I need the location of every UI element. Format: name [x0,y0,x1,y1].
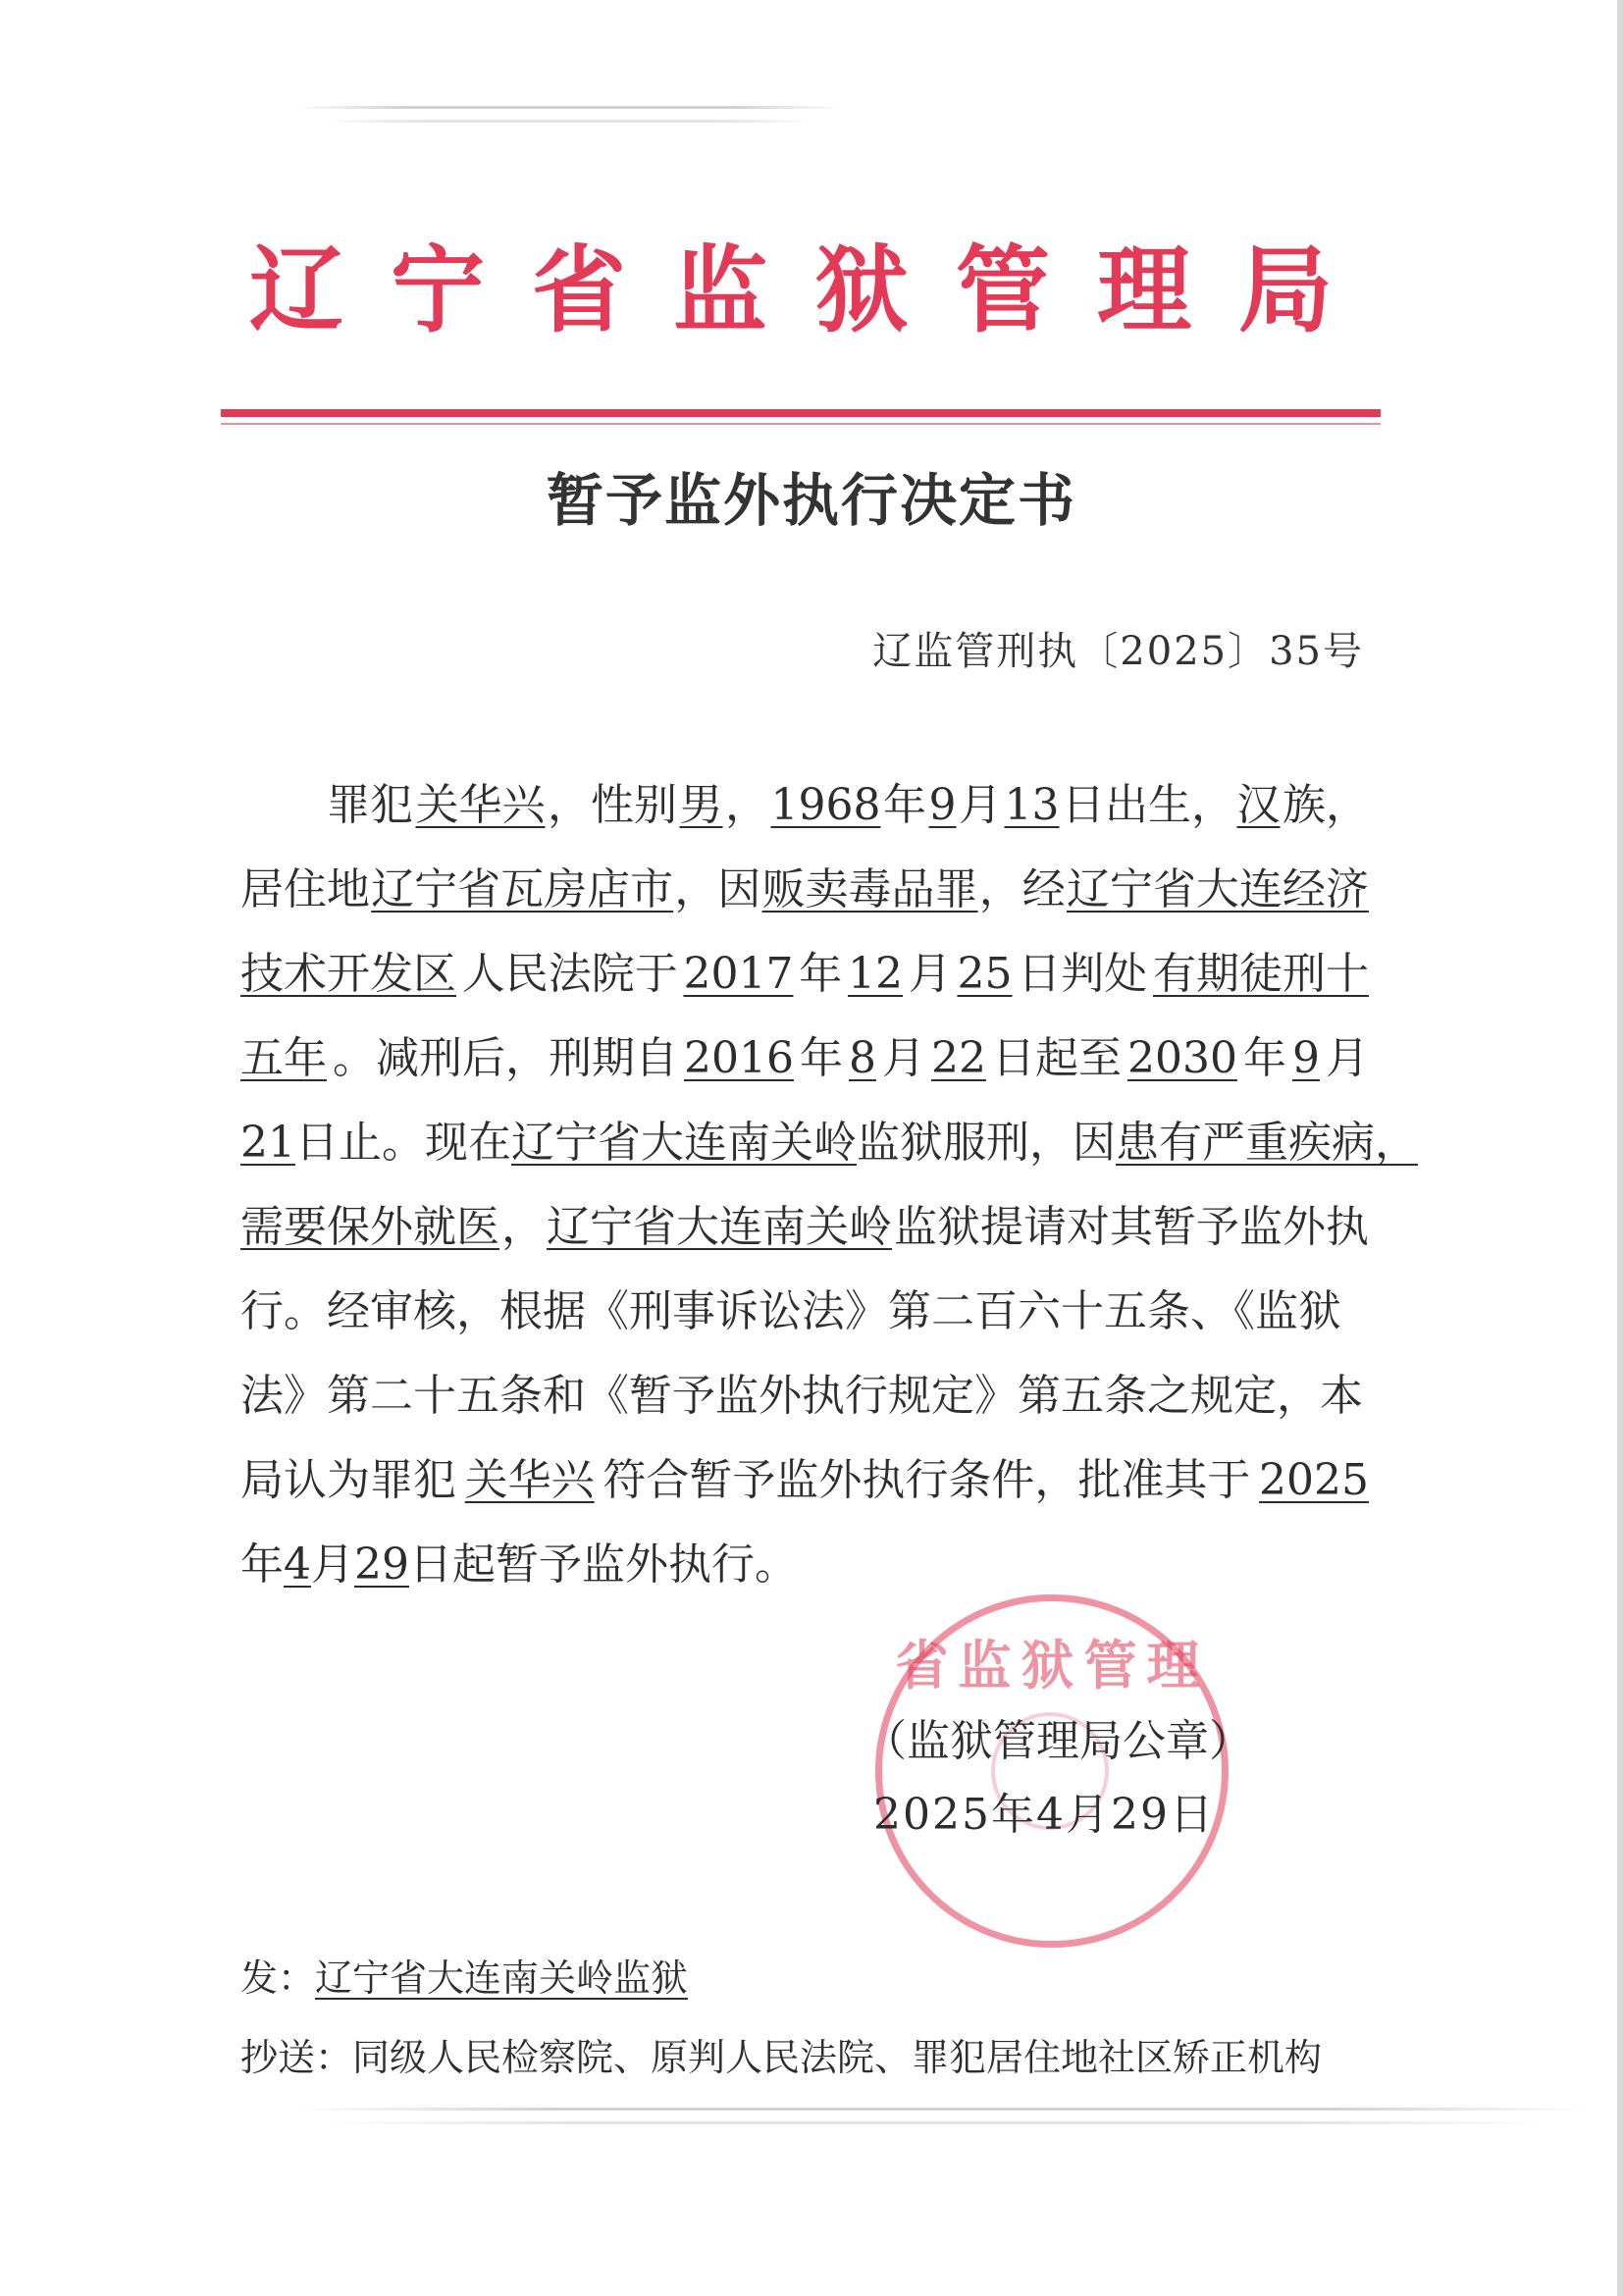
filled-field: 22 [930,1033,986,1083]
filled-field: 有期徒刑十 [1152,949,1369,999]
body-text: 监狱服刑，因 [857,1118,1116,1168]
body-line [240,1535,1369,1619]
send-to-prefix: 发： [240,1957,316,2000]
body-line [240,1450,1369,1535]
filled-field: 29 [354,1539,409,1590]
issuing-authority-header: 辽宁省监狱管理局 [249,235,1380,345]
filled-field: 21 [240,1118,295,1168]
official-seal-text: 省监狱管理 [895,1634,1210,1696]
cc-line [240,2027,1322,2081]
filled-field: 25 [957,949,1013,999]
body-text: 年 [799,949,843,999]
filled-field: 1968 [770,780,881,830]
scan-edge [1617,0,1623,2296]
body-text: ，性别 [548,780,677,830]
body-line [240,944,1369,1028]
filled-field: 辽宁省大连南关岭 [547,1202,892,1252]
filled-field: 五年 [240,1033,327,1083]
body-text: 人民法院于 [461,949,678,999]
body-text: 符合暂予监外执行条件，批准其于 [602,1455,1251,1505]
cc-prefix: 抄送： [240,2036,353,2079]
body-text: 日起至 [991,1033,1122,1083]
filled-field: 辽宁省瓦房店市 [371,864,674,914]
body-text: 行。经审核，根据《刑事诉讼法》第二百六十五条、《监狱 [240,1286,1341,1336]
body-line [240,1366,1369,1450]
header-divider-thick [221,409,1381,417]
body-text: 日判处 [1018,949,1148,999]
body-text: 月 [908,949,952,999]
body-text: 。减刑后，刑期自 [333,1033,678,1083]
send-to-recipient: 辽宁省大连南关岭监狱 [315,1957,689,2000]
body-text: 日止。现在 [295,1118,511,1168]
filled-field: 13 [1004,780,1060,830]
body-line [240,1113,1418,1197]
scan-artifact-top [294,106,844,109]
filled-field: 辽宁省大连南关岭 [511,1118,857,1168]
header-divider-thin [221,423,1381,425]
body-text: ， [725,780,768,830]
body-text: ，经 [978,864,1066,914]
decision-body [240,775,1418,1619]
filled-field: 4 [284,1539,311,1590]
body-text: 年 [1242,1033,1286,1083]
send-to-line [240,1948,688,2002]
body-line [240,1281,1369,1366]
issue-date: 2025年4月29日 [873,1790,1215,1840]
body-text: ， [501,1202,545,1252]
body-text: 监狱提请对其暂予监外执 [894,1202,1369,1252]
body-text: 法》第二十五条和《暂予监外执行规定》第五条之规定，本 [240,1371,1363,1421]
filled-field: 关华兴 [464,1455,595,1505]
document-title: 暂予监外执行决定书 [546,467,1076,534]
body-line [240,775,1369,860]
filled-field: 贩卖毒品罪 [761,864,978,914]
body-text: 月 [958,780,1002,830]
body-line [240,1197,1369,1281]
body-text: 月 [1325,1033,1369,1083]
filled-field: 2016 [684,1033,794,1083]
body-text: 月 [311,1539,354,1590]
filled-field: 9 [928,780,957,830]
body-text: 日出生， [1061,780,1234,830]
filled-field: 关华兴 [415,780,546,830]
body-text: 族， [1282,780,1369,830]
filled-field: 2030 [1126,1033,1237,1083]
body-text: ，因 [674,864,761,914]
body-line [240,1028,1369,1113]
filled-field: 患有严重疾病， [1116,1118,1418,1168]
scan-artifact-bottom-2 [324,2121,1550,2124]
filled-field: 辽宁省大连经济 [1066,864,1369,914]
body-text: 年 [882,780,926,830]
filled-field: 12 [847,949,903,999]
body-text: 年 [799,1033,843,1083]
body-text: 年 [240,1539,284,1590]
filled-field: 汉 [1236,780,1281,830]
body-text: 日起暂予监外执行。 [409,1539,798,1590]
filled-field: 2025 [1259,1455,1369,1505]
scan-artifact-bottom [294,2108,1590,2111]
filled-field: 男 [679,780,723,830]
body-text: 月 [881,1033,925,1083]
document-number: 辽监管刑执〔2025〕35号 [872,629,1364,674]
body-text: 罪犯 [327,780,413,830]
filled-field: 8 [848,1033,876,1083]
seal-label: （监狱管理局公章） [864,1716,1252,1766]
filled-field: 2017 [683,949,794,999]
filled-field: 9 [1291,1033,1320,1083]
filled-field: 技术开发区 [240,949,456,999]
body-text: 局认为罪犯 [240,1455,456,1505]
scan-artifact-top-2 [324,120,814,123]
cc-recipients: 同级人民检察院、原判人民法院、罪犯居住地社区矫正机构 [352,2036,1323,2079]
body-text: 居住地 [240,864,370,914]
filled-field: 需要保外就医 [240,1202,499,1252]
body-line [240,860,1369,944]
